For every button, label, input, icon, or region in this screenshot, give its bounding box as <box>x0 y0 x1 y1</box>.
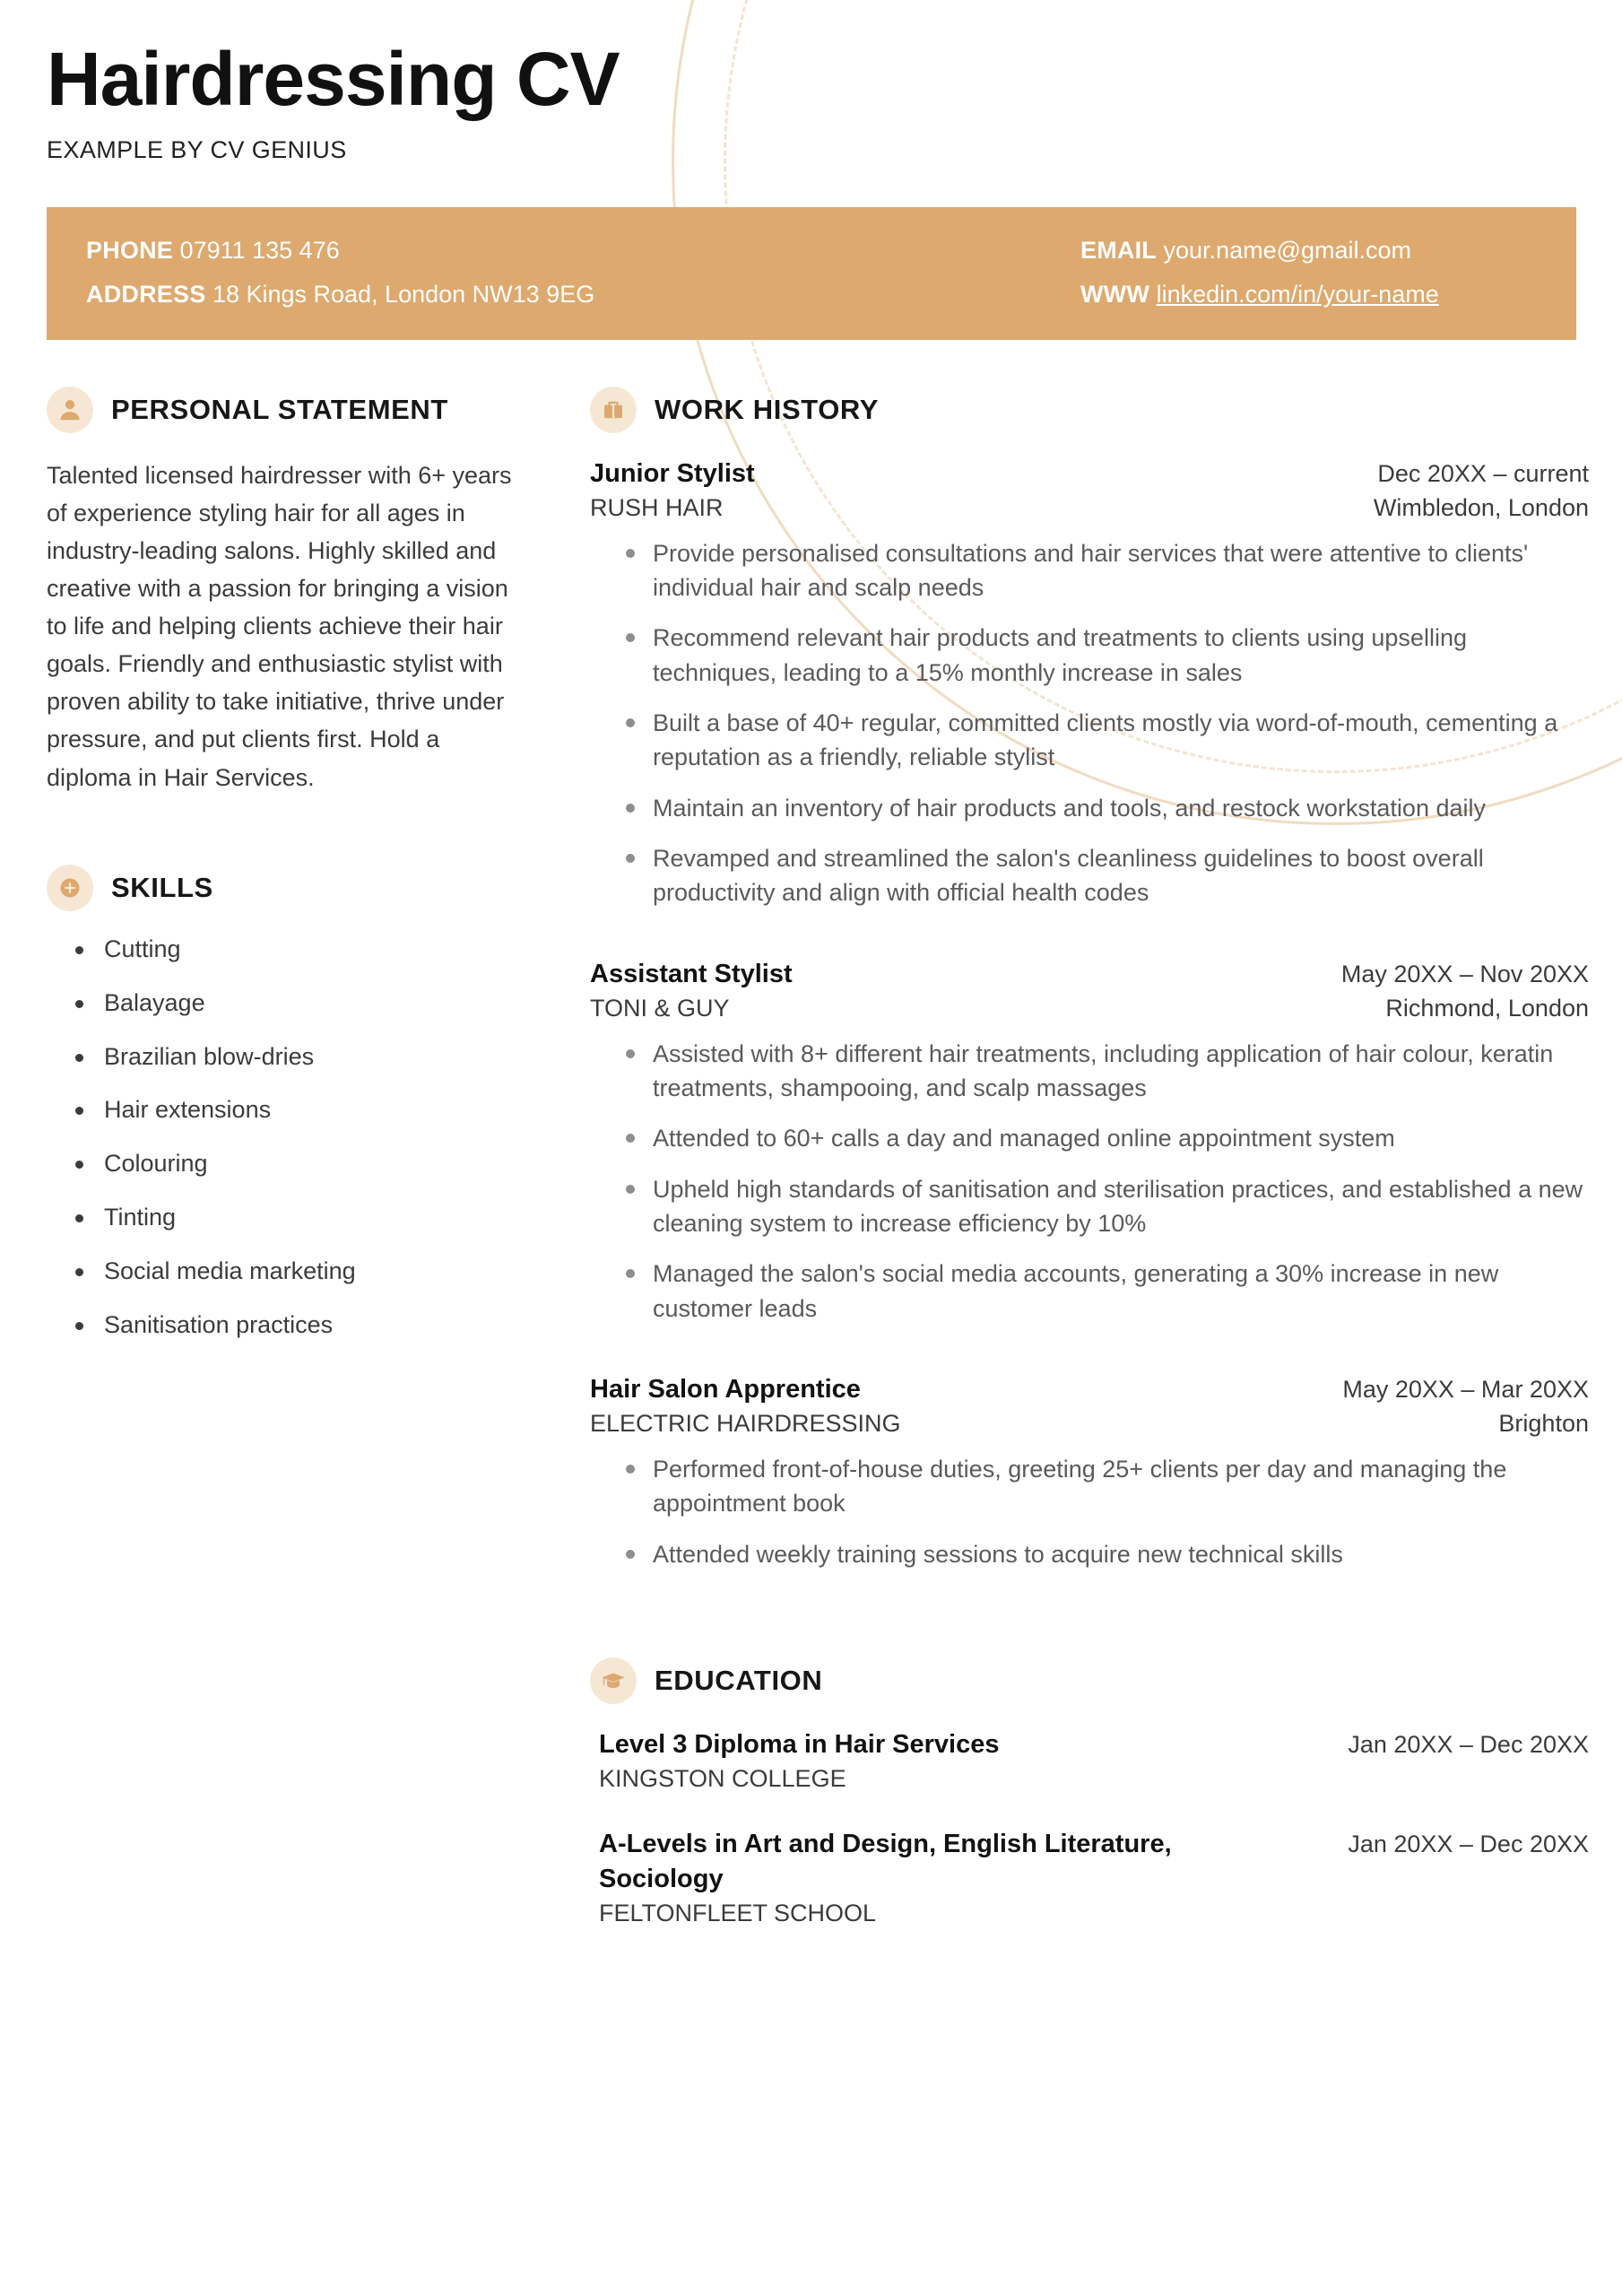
list-item: Tinting <box>68 1203 549 1257</box>
contact-email <box>1080 229 1576 273</box>
contact-address-label: ADDRESS <box>86 280 206 308</box>
contact-address <box>86 273 811 317</box>
work-entry-company-row <box>590 491 1589 524</box>
work-entry-company-row <box>590 1407 1589 1439</box>
section-title-personal-statement: PERSONAL STATEMENT <box>111 393 448 425</box>
personal-statement-text: Talented licensed hairdresser with 6+ years of experience styling hair for all ages in industry-leading salons. Highly skilled and creative with a passion for bringing a vision to life and helping clients achieve their hair goals. Friendly and enthusiastic stylist with proven ability to take initiative, thrive under pressure, and put clients first. Hold a diploma in Hair Services. <box>47 461 512 791</box>
list-item: Social media marketing <box>68 1257 549 1310</box>
contact-bar <box>47 207 1576 340</box>
education-entry-dates: Jan 20XX – Dec 20XX <box>1348 1831 1589 1858</box>
contact-email-label: EMAIL <box>1080 236 1157 264</box>
list-item: Built a base of 40+ regular, committed clients mostly via word-of-mouth, cementing a reputation as a friendly, reliable stylist <box>615 706 1589 791</box>
work-entry-title: Junior Stylist <box>590 458 755 488</box>
education-entry-title: A-Levels in Art and Design, English Literature, Sociology <box>599 1830 1172 1893</box>
education-entries <box>590 1727 1589 1929</box>
sidebar-column <box>47 387 549 1364</box>
cv-header <box>0 0 1622 164</box>
education-entry <box>590 1827 1589 1929</box>
work-entry-title-row <box>590 457 1589 491</box>
plus-circle-icon <box>47 865 93 911</box>
work-entry <box>590 457 1589 926</box>
work-entry-location: Brighton <box>1498 1409 1589 1437</box>
list-item: Brazilian blow-dries <box>68 1042 549 1096</box>
work-entry <box>590 1372 1589 1587</box>
education-entry-title-row <box>599 1827 1589 1897</box>
work-entry-title-row <box>590 1372 1589 1407</box>
list-item: Provide personalised consultations and hair services that were attentive to clients' individual hair and scalp needs <box>615 536 1589 622</box>
work-entry-company: ELECTRIC HAIRDRESSING <box>590 1409 901 1437</box>
graduation-cap-icon <box>590 1657 637 1704</box>
contact-www-label: WWW <box>1080 280 1150 308</box>
list-item: Assisted with 8+ different hair treatments, including application of hair colour, keratin treatments, shampooing, and scalp massages <box>615 1037 1589 1122</box>
section-header-personal-statement <box>47 387 549 433</box>
page-title: Hairdressing CV <box>47 37 620 121</box>
list-item: Hair extensions <box>68 1095 549 1149</box>
work-entry-location: Wimbledon, London <box>1373 493 1589 521</box>
contact-address-value: 18 Kings Road, London NW13 9EG <box>212 280 595 308</box>
contact-column-left <box>47 229 811 317</box>
education-entry-school: KINGSTON COLLEGE <box>599 1764 846 1792</box>
contact-www-link[interactable]: linkedin.com/in/your-name <box>1156 280 1439 308</box>
section-header-education <box>590 1657 1589 1704</box>
work-entry-company: TONI & GUY <box>590 994 730 1022</box>
work-history-entries <box>590 457 1589 1587</box>
list-item: Managed the salon's social media accounts, generating a 30% increase in new customer leads <box>615 1257 1589 1342</box>
work-entry-bullets <box>590 1452 1589 1587</box>
work-entry-company: RUSH HAIR <box>590 493 724 521</box>
cv-body <box>47 387 1589 1945</box>
education-entry-title-row <box>599 1727 1589 1762</box>
contact-phone-label: PHONE <box>86 236 174 264</box>
education-entry <box>590 1727 1589 1795</box>
skills-list <box>47 935 549 1365</box>
work-entry <box>590 957 1589 1342</box>
contact-www <box>1080 273 1576 317</box>
work-entry-title-row <box>590 957 1589 992</box>
education-entry-school: FELTONFLEET SCHOOL <box>599 1899 877 1926</box>
section-header-skills <box>47 865 549 911</box>
list-item: Revamped and streamlined the salon's cleanliness guidelines to boost overall productivity and align with official health codes <box>615 841 1589 926</box>
contact-email-value: your.name@gmail.com <box>1163 236 1412 264</box>
work-entry-dates: May 20XX – Mar 20XX <box>1342 1375 1589 1403</box>
work-entry-title: Hair Salon Apprentice <box>590 1374 861 1404</box>
list-item: Sanitisation practices <box>68 1310 549 1364</box>
section-title-work-history: WORK HISTORY <box>655 393 880 425</box>
list-item: Colouring <box>68 1149 549 1203</box>
contact-phone-value: 07911 135 476 <box>179 236 340 264</box>
work-entry-dates: May 20XX – Nov 20XX <box>1340 960 1589 987</box>
section-header-work-history <box>590 387 1589 433</box>
education-entry-dates: Jan 20XX – Dec 20XX <box>1348 1731 1589 1758</box>
list-item: Recommend relevant hair products and treatments to clients using upselling techniques, leading to a 15% monthly increase in sales <box>615 621 1589 706</box>
list-item: Attended weekly training sessions to acquire new technical skills <box>615 1537 1589 1587</box>
contact-column-right <box>811 229 1576 317</box>
list-item: Balayage <box>68 988 549 1042</box>
education-entry-title: Level 3 Diploma in Hair Services <box>599 1730 1000 1759</box>
section-title-education: EDUCATION <box>655 1665 823 1696</box>
list-item: Performed front-of-house duties, greeting 25+ clients per day and managing the appointment book <box>615 1452 1589 1537</box>
list-item: Attended to 60+ calls a day and managed online appointment system <box>615 1121 1589 1171</box>
work-entry-bullets <box>590 536 1589 926</box>
section-title-skills: SKILLS <box>111 871 213 903</box>
main-column <box>549 387 1589 1945</box>
list-item: Cutting <box>68 935 549 988</box>
work-entry-bullets <box>590 1037 1589 1342</box>
list-item: Maintain an inventory of hair products and tools, and restock workstation daily <box>615 791 1589 841</box>
work-entry-title: Assistant Stylist <box>590 959 793 988</box>
briefcase-icon <box>590 387 637 433</box>
work-entry-location: Richmond, London <box>1385 994 1589 1022</box>
work-entry-company-row <box>590 992 1589 1024</box>
contact-phone <box>86 229 811 273</box>
person-icon <box>47 387 93 433</box>
work-entry-dates: Dec 20XX – current <box>1377 459 1589 487</box>
list-item: Upheld high standards of sanitisation and sterilisation practices, and established a new cleaning system to increase efficiency by 10% <box>615 1172 1589 1257</box>
page-subtitle: EXAMPLE BY CV GENIUS <box>47 135 347 163</box>
